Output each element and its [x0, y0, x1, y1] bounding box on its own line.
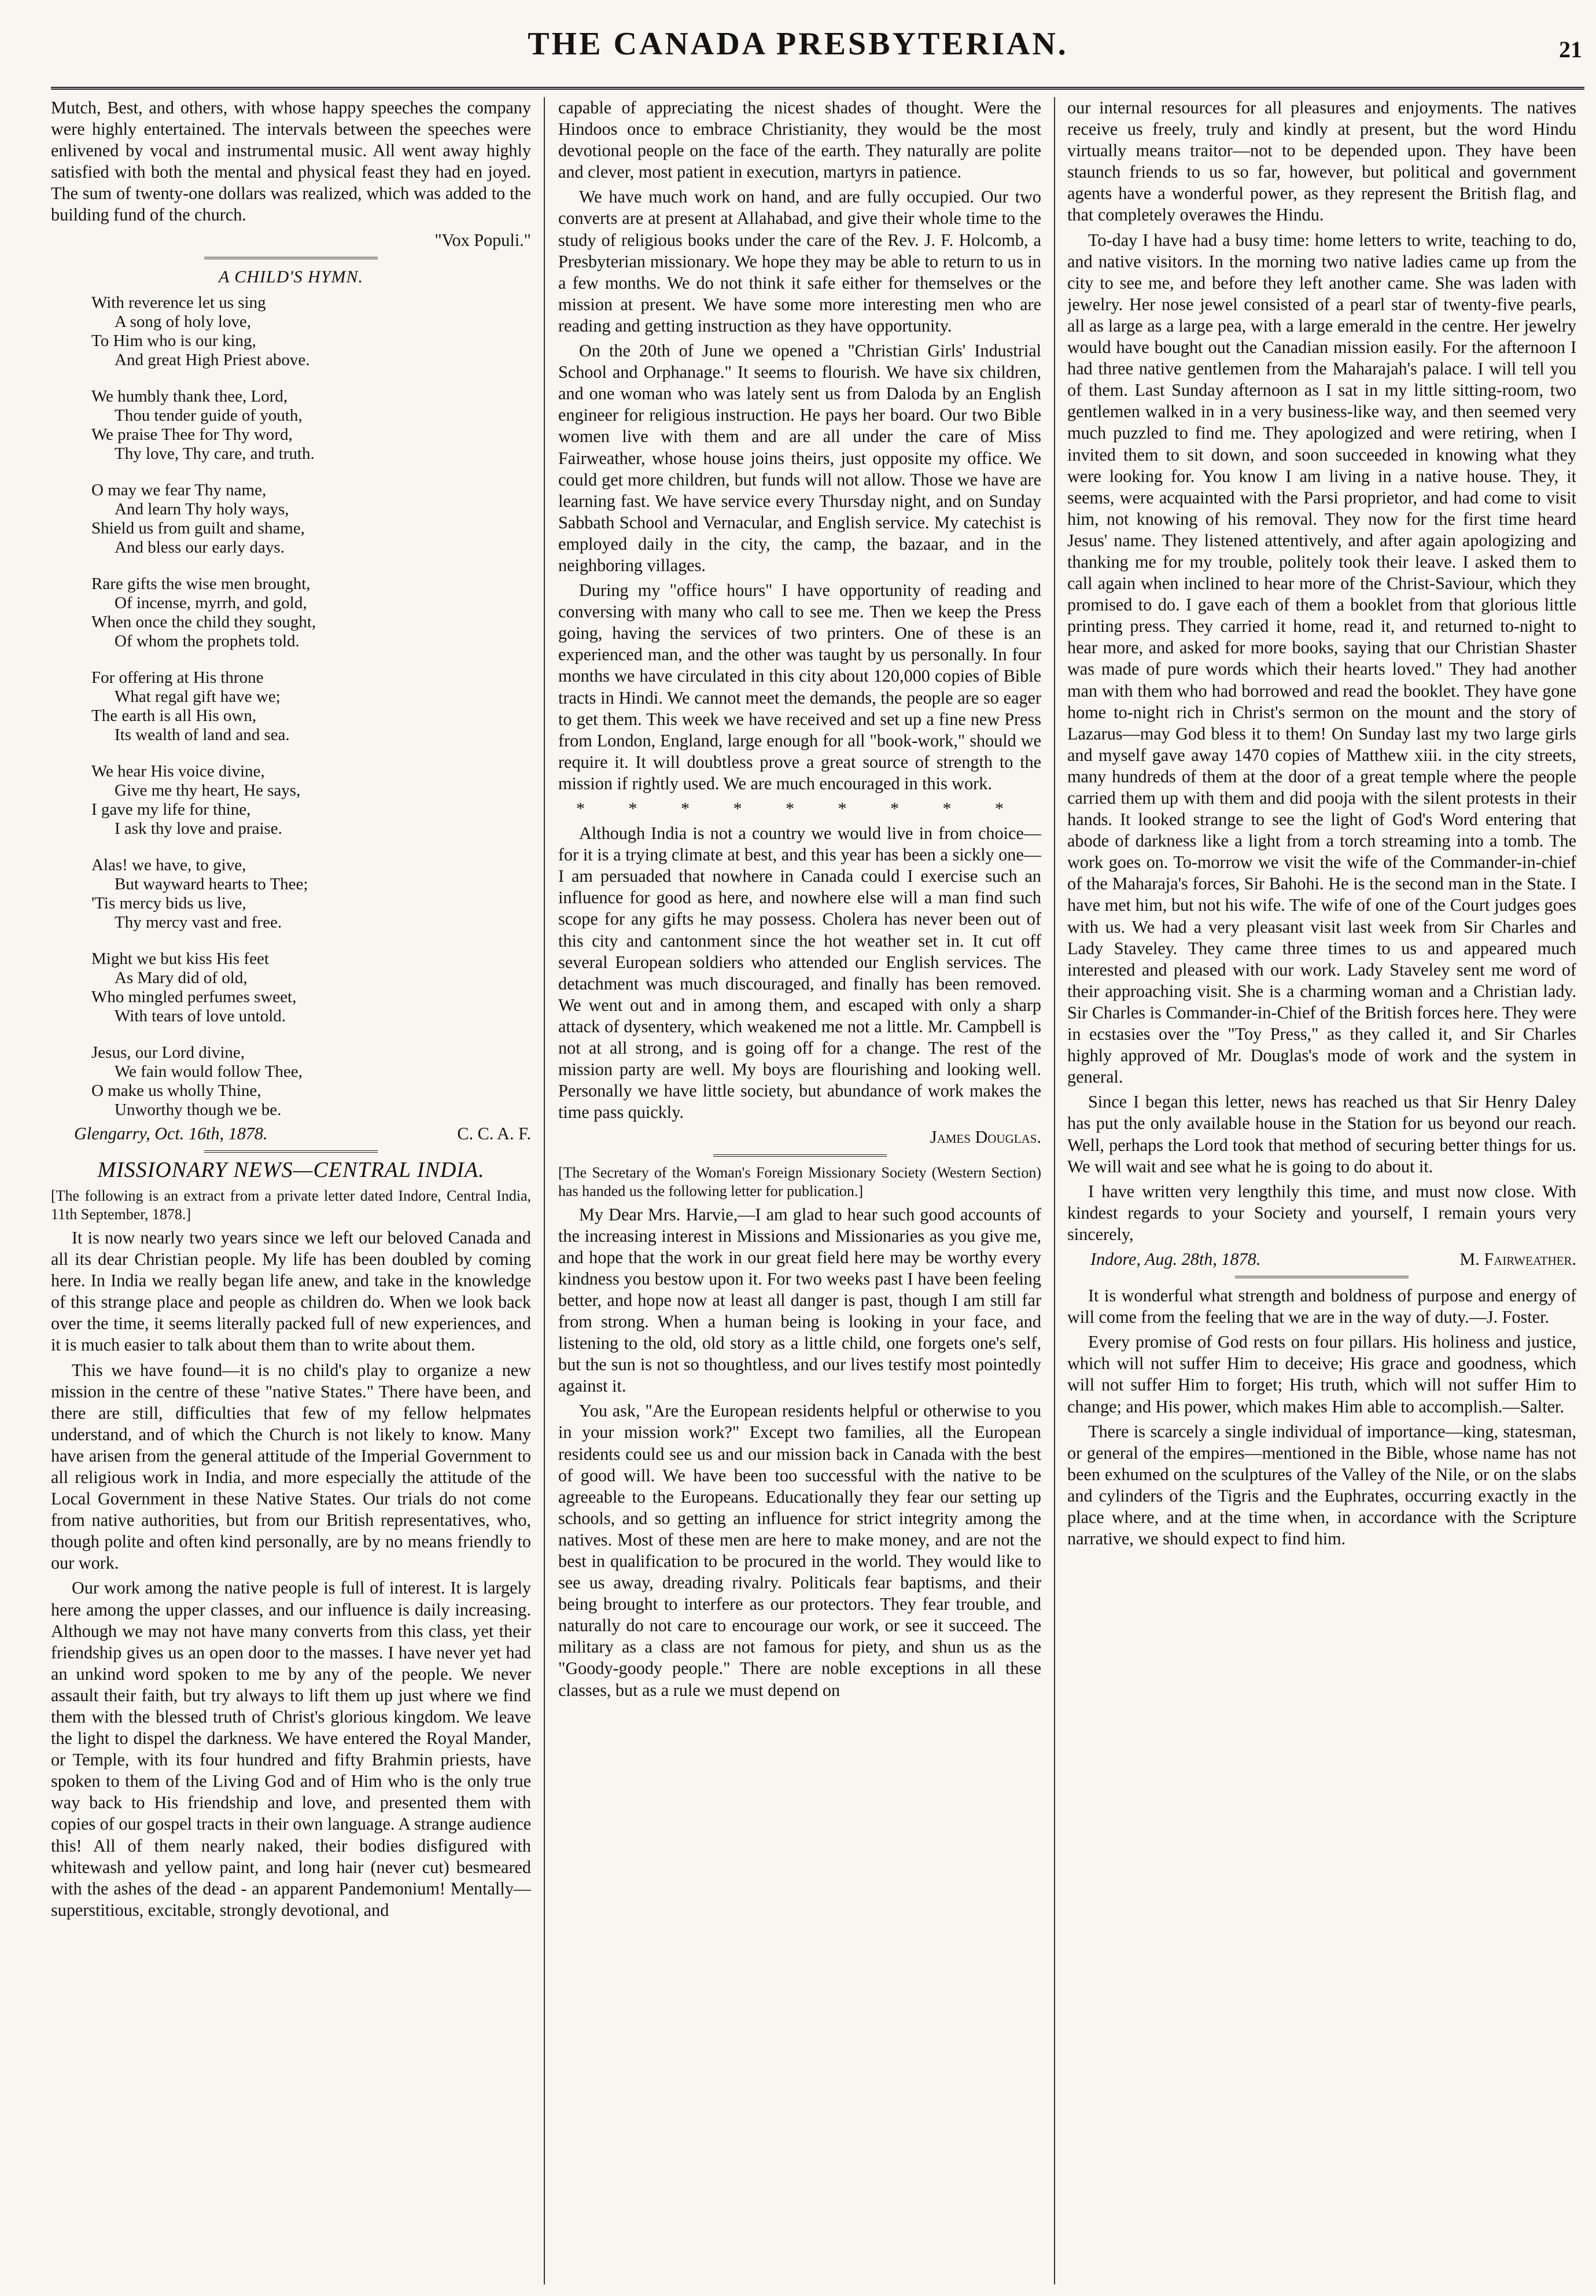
hymn-line: As Mary did of old, — [115, 968, 248, 987]
hymn-line: O may we fear Thy name, — [91, 480, 267, 499]
hymn-line: 'Tis mercy bids us live, — [91, 893, 246, 912]
hymn-line: With tears of love untold. — [115, 1006, 286, 1025]
hymn-line: Who mingled perfumes sweet, — [91, 987, 297, 1006]
hymn-line: Thou tender guide of youth, — [115, 406, 303, 425]
hymn-line: Of whom the prophets told. — [115, 631, 300, 650]
section-rule — [1235, 1276, 1409, 1278]
hymn-line: We fain would follow Thee, — [115, 1062, 303, 1081]
hymn-line: When once the child they sought, — [91, 612, 316, 631]
article-paragraph: We have much work on hand, and are fully occupied. Our two converts are at present at Allahabad, and give their whole time to the study of religious books under the care of the Rev. J. F. Holcomb, a Presbyterian missionary. We hope they may be able to return to us in a few months. We do not think it safe either for themselves or the mission at present. We have some more interesting men who are reading and getting instruction as they have opportunity. — [558, 187, 1041, 336]
article-paragraph: On the 20th of June we opened a "Christian Girls' Industrial School and Orphanage." It seems to flourish. We have six children, and one woman who was lately sent us from Daloda by an English engineer for religious instruction. He pays her board. Our two Bible women live with them and are all under the care of Miss Fairweather, whose house joins theirs, just opposite my office. We could get more children, but funds will not allow. Those we have are learning fast. We have service every Thursday night, and on Sunday Sabbath School and Vernacular, and English service. My catechist is employed daily in the city, the camp, the bazaar, and in the neighboring villages. — [558, 341, 1041, 575]
hymn-date: Glengarry, Oct. 16th, 1878. — [74, 1123, 268, 1143]
hymn-line: Thy mercy vast and free. — [115, 912, 282, 932]
letter-dateline — [1090, 1249, 1576, 1270]
hymn-stanza — [91, 668, 531, 745]
hymn-line: Rare gifts the wise men brought, — [91, 574, 311, 593]
hymn-line: And learn Thy holy ways, — [115, 499, 289, 518]
hymn-line: To Him who is our king, — [91, 331, 256, 350]
hymn-line: With reverence let us sing — [91, 293, 266, 312]
editor-note: [The Secretary of the Woman's Foreign Missionary Society (Western Section) has handed us the following letter for publication.] — [558, 1164, 1041, 1199]
article-paragraph: It is now nearly two years since we left our beloved Canada and all its dear Christian people. My life has been doubled by coming here. In India we really began life anew, and take in the knowledge of this strange place and people as children do. When we look back over the time, it seems literally packed full of new experiences, and it is much easier to talk about them than to write about them. — [51, 1227, 531, 1355]
hymn-line: We humbly thank thee, Lord, — [91, 387, 288, 406]
column-divider — [544, 97, 545, 2284]
hymn-line: We hear His voice divine, — [91, 761, 265, 781]
letter-paragraph: I have written very lengthily this time, and must now close. With kindest regards to your Society and yourself, I remain yours very sincerely, — [1067, 1181, 1576, 1244]
column-2 — [558, 97, 1041, 2284]
hymn-line: And bless our early days. — [115, 538, 285, 557]
hymn-line: Unworthy though we be. — [115, 1100, 282, 1119]
hymn-stanza — [91, 293, 531, 370]
section-rule — [204, 1150, 378, 1153]
publication-title: THE CANADA PRESBYTERIAN. — [528, 26, 1068, 62]
article-text: Mutch, Best, and others, with whose happy speeches the company were highly entertained. The intervals between the speeches were enlivened by vocal and instrumental music. All went away highly satisfied with both the mental and physical feast they had en joyed. The sum of twenty-one dollars was realized, which was added to the building fund of the church. — [51, 98, 531, 225]
hymn-line: Of incense, myrrh, and gold, — [115, 593, 307, 612]
letter-signature: M. Fairweather. — [1459, 1249, 1576, 1269]
section-rule — [713, 1154, 887, 1157]
letter-paragraph: our internal resources for all pleasures and enjoyments. The natives receive us freely, truly and kindly at present, but the word Hindu virtually means traitor—not to be depended upon. They have been staunch friends to us so far, however, but political and government agents have a wonderful power, as they represent the British flag, and that completely overawes the Hindu. — [1067, 98, 1576, 225]
hymn-line: A song of holy love, — [115, 312, 252, 331]
hymn-line: But wayward hearts to Thee; — [115, 874, 308, 893]
article-signature: James Douglas. — [930, 1127, 1041, 1147]
hymn-stanza — [91, 1043, 531, 1120]
hymn-line: Thy love, Thy care, and truth. — [115, 444, 315, 463]
letter-paragraph: You ask, "Are the European residents helpful or otherwise to you in your mission work?" Except two families, all the European residents could see us and our mission back in Canada with the best of good will. We have been too successful with the native to be agreeable to the Europeans. Educationally they fear our setting up schools, and so getting an influence for strict integrity among the natives. Most of these men are here to make money, and are not the best in qualification to be procured in the world. They would like to see us away, dreading rivalry. Politicals fear baptisms, and their being brought to interfere as our protectors. They fear trouble, and naturally do not care to encourage our work, or see it succeed. The military as a class are not famous for piety, and shun us as the "Goody-goody people." There are noble exceptions in all these classes, but as a rule we must depend on — [558, 1401, 1041, 1700]
article-paragraph: Our work among the native people is full of interest. It is largely here among the upper classes, and our influence is daily increasing. Although we may not have many converts from this class, yet their friendship gives us an open door to the masses. I have never yet had an unkind word spoken to me by any of the people. We never assault their faith, but try always to lift them up just where we find them with the blessed truth of Christ's glorious kingdom. We leave the light to dispel the darkness. We have entered the Royal Mander, or Temple, with its four hundred and fifty Brahmin priests, have spoken to them of the Living God and of Him who is the only true way back to His friendship and love, and presented them with copies of our gospel tracts in their own language. A strange audience this! All of them nearly naked, their bodies disfigured with whitewash and yellow paint, and long hair (never cut) besmeared with the ashes of the dead - an apparent Pandemonium! Mentally—superstitious, excitable, strongly devotional, and — [51, 1578, 531, 1920]
column-1 — [51, 97, 531, 2284]
hymn-line: Might we but kiss His feet — [91, 949, 269, 968]
section-stars: * * * * * * * * * — [576, 799, 1023, 818]
hymn-title: A CHILD'S HYMN. — [218, 267, 364, 286]
article-paragraph: Although India is not a country we would live in from choice—for it is a trying climate at best, and this year has been a sickly one—I am persuaded that nowhere in Canada could I exercise such an influence for good as here, and nowhere else will a man find such scope for any gifts he may possess. Cholera has never been out of this city and cantonment since the hot weather set in. It cut off several European soldiers who attended our English services. The detachment was much discouraged, and finally has been removed. We went out and in among them, and escaped with only a sharp attack of dysentery, which weakened me not a little. Mr. Campbell is not at all strong, and is going off for a change. The rest of the mission party are well. My boys are flourishing and looking well. Personally we have little society, but abundance of work makes the time pass quickly. — [558, 823, 1041, 1123]
hymn-line: And great High Priest above. — [115, 350, 310, 369]
hymn-line: What regal gift have we; — [115, 687, 281, 706]
article-paragraph: This we have found—it is no child's play to organize a new mission in the centre of these "native States." There have been, and there are still, difficulties that few of my fellow helpmates understand, and of which the Church is not likely to know. Many have arisen from the general attitude of the Imperial Government to all religious work in India, and more especially the attitude of the Local Government in these Native States. Our trials do not come from native authorities, but from our British representatives, who, though polite and often kind personally, are by no means friendly to our work. — [51, 1360, 531, 1573]
masthead — [0, 25, 1596, 72]
quote-paragraph: Every promise of God rests on four pillars. His holiness and justice, which will not suffer Him to deceive; His grace and goodness, which will not suffer Him to forget; His truth, which will not suffer Him to change; and His power, which makes Him able to accomplish.—Salter. — [1067, 1332, 1576, 1416]
column-3 — [1067, 97, 1576, 2284]
letter-date: Indore, Aug. 28th, 1878. — [1090, 1249, 1261, 1269]
quote-paragraph: There is scarcely a single individual of importance—king, statesman, or general of the empires—mentioned in the Bible, whose name has not been exhumed on the sculptures of the Valley of the Nile, or on the slabs and cylinders of the Tigris and the Euphrates, occurring exactly in the place where, and at the time when, in accordance with the Scripture narrative, we should expect to find him. — [1067, 1421, 1576, 1549]
hymn-stanza — [91, 387, 531, 463]
hymn-line: I gave my life for thine, — [91, 800, 251, 819]
letter-paragraph: My Dear Mrs. Harvie,—I am glad to hear such good accounts of the increasing interest in Missions and Missionaries as you give me, and hope that the work in our great field here may be worthy every kindness you bestow upon it. For two weeks past I have been feeling better, and hope now at least all danger is past, though I am still far from strong. When a human being is looking in your face, and listening to the old, old story as a little child, one forgets one's self, but the sun is not so thoughtless, and our lives testify most pointedly against it. — [558, 1204, 1041, 1396]
hymn-line: We praise Thee for Thy word, — [91, 425, 293, 444]
hymn-line: Jesus, our Lord divine, — [91, 1043, 245, 1062]
letter-paragraph: To-day I have had a busy time: home letters to write, teaching to do, and native visitors. In the morning two native ladies came up from the city to see me, and before they left another came. She was laden with jewelry. Her nose jewel consisted of a pearl star of twenty-five pearls, all as large as a large pea, with a large emerald in the centre. Her jewelry would have bought out the Canadian mission easily. For the afternoon I had three native gentlemen from the Maharajah's palace. I will tell you of them. Last Sunday afternoon as I sat in my little sitting-room, two gentlemen walked in in a very business-like way, and then seemed very much puzzled to find me. They apologized and were retiring, when I invited them to sit down, and soon succeeded in knowing what they were looking for. You know I am living in a native house. They, it seems, were acquainted with the Parsi proprietor, and had come to visit him, not knowing of his removal. They now for the first time heard Jesus' name. They listened attentively, and after again apologizing and thanking me for my trouble, politely took their leave. I asked them to call again when inclined to hear more of the Christ-Saviour, which they promised to do. I gave each of them a booklet from that glorious little printing press. They carried it home, read it, and returned to-night to hear more, and asked for more books, saying that our Christian Shaster was made of pure words which their hearts loved." They had another man with them who had borrowed and read the booklet. They have gone home to-night rich in Christ's sermon on the mount and the story of Lazarus—may God bless it to them! On Sunday last my two large girls and myself gave away 1470 copies of Matthew xiii. in the city streets, many hundreds of them at the door of a great temple where the people carried them up with them and did pooja with the silent protests in their hands. It looked strange to see the light of God's Word entering that abode of darkness like a light from a torch streaming into a tomb. The work goes on. To-morrow we visit the wife of the Commander-in-chief of the Maharaja's forces, Sir Bahohi. He is the second man in the State. I have met him, but not his wife. The wife of one of the Court judges goes with us. We had a very pleasant visit last week from Sir Charles and Lady Staveley. They came three times to us and appeared much interested and pleased with our work. Lady Staveley sent me word of their approaching visit. She is a charming woman and a Christian lady. Sir Charles is Commander-in-Chief of the British forces here. They were in ecstasies over the "Toy Press," as they called it, and Sir Charles highly approved of Mr. Douglas's mode of work and the system in general. — [1067, 230, 1576, 1087]
hymn-author: C. C. A. F. — [457, 1123, 531, 1143]
editor-note: [The following is an extract from a private letter dated Indore, Central India, 11th September, 1878.] — [51, 1187, 531, 1223]
article-paragraph: capable of appreciating the nicest shades of thought. Were the Hindoos once to embrace Christianity, they would be the most devotional people on the face of the earth. They naturally are polite and clever, most patient in execution, martyrs in patience. — [558, 98, 1041, 182]
page-number: 21 — [1559, 36, 1582, 62]
hymn-line: Give me thy heart, He says, — [115, 781, 301, 800]
hymn-line: The earth is all His own, — [91, 706, 257, 725]
hymn-stanza — [91, 856, 531, 932]
letter-paragraph: Since I began this letter, news has reached us that Sir Henry Daley has put the only available house in the Station for us beyond our reach. Well, perhaps the Lord took that method of securing better things for us. We will wait and see what he is going to do about it. — [1067, 1092, 1576, 1176]
news-title: MISSIONARY NEWS—CENTRAL INDIA. — [97, 1157, 485, 1182]
hymn-line: For offering at His throne — [91, 668, 264, 687]
section-rule — [204, 257, 378, 259]
quote-paragraph: It is wonderful what strength and boldness of purpose and energy of will come from the feeling that we are in the way of duty.—J. Foster. — [1067, 1286, 1576, 1327]
masthead-rule — [51, 87, 1584, 90]
hymn-stanza — [91, 762, 531, 838]
hymn-stanza — [91, 950, 531, 1026]
article-paragraph: During my "office hours" I have opportunity of reading and conversing with many who call to see me. Then we keep the Press going, having the services of two printers. One of these is an experienced man, and the other was taught by us personally. In four months we have circulated in this city about 120,000 copies of Bible tracts in Hindi. We cannot meet the demands, the people are so eager to get them. This week we have received and set up a fine new Press from London, England, large enough for all "book-work," should we require it. It will doubtless prove a great source of strength to the mission if rightly used. We are much encouraged in this work. — [558, 580, 1041, 793]
hymn-line: I ask thy love and praise. — [115, 819, 282, 838]
hymn-line: Alas! we have, to give, — [91, 855, 246, 874]
hymn-line: Shield us from guilt and shame, — [91, 518, 305, 538]
hymn-dateline — [74, 1123, 531, 1145]
hymn-stanza — [91, 481, 531, 557]
article-signature: "Vox Populi." — [434, 230, 531, 250]
hymn-line: Its wealth of land and sea. — [115, 725, 290, 744]
column-divider — [1054, 97, 1055, 2284]
hymn-stanza — [91, 575, 531, 651]
hymn-line: O make us wholly Thine, — [91, 1081, 261, 1100]
